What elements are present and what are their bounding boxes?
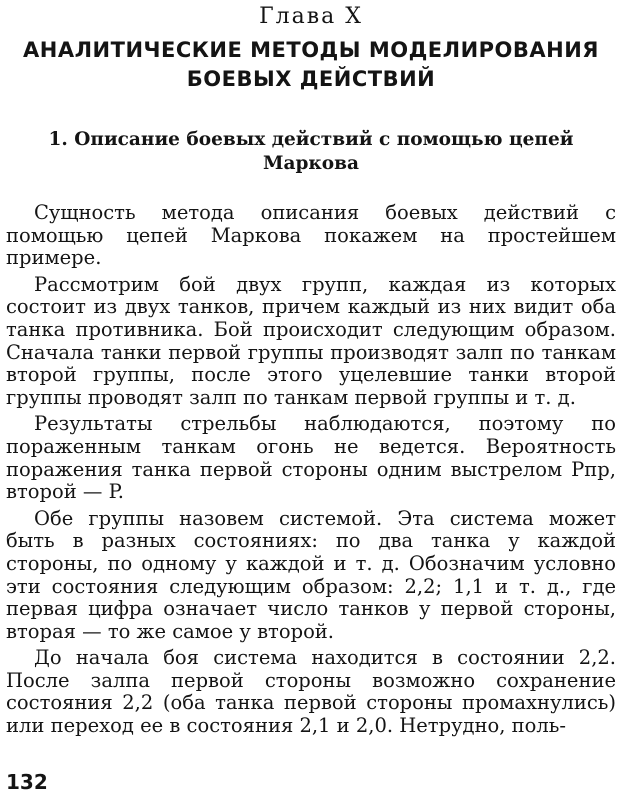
section-title — [6, 128, 616, 176]
paragraph-5: До начала боя система находится в состоянии 2,2. После залпа первой стороны возможно сохранение состояния 2,2 (оба танка первой стороны промахнулись) или переход ее в состояния 2,1 и 2,0. Нетрудно, поль- — [6, 646, 616, 738]
body-text — [6, 202, 616, 738]
paragraph-3: Результаты стрельбы наблюдаются, поэтому по пораженным танкам огонь не ведется. Вероятность поражения танка первой стороны одним выстрелом Pпр, второй — P. — [6, 412, 616, 504]
chapter-title-line-2: БОЕВЫХ ДЕЙСТВИЙ — [186, 67, 436, 91]
section-title-line-1: 1. Описание боевых действий с помощью цепей — [48, 129, 574, 150]
paragraph-1: Сущность метода описания боевых действий с помощью цепей Маркова покажем на простейшем примере. — [6, 201, 616, 270]
chapter-title — [6, 36, 616, 94]
chapter-title-line-1: АНАЛИТИЧЕСКИЕ МЕТОДЫ МОДЕЛИРОВАНИЯ — [23, 38, 599, 62]
chapter-label: Глава X — [259, 4, 363, 29]
paragraph-2: Рассмотрим бой двух групп, каждая из которых состоит из двух танков, причем каждый из них видит оба танка противника. Бой происходит следующим образом. Сначала танки первой группы производят залп по танкам второй группы, после этого уцелевшие танки второй группы проводят залп по танкам первой группы и т. д. — [6, 272, 616, 409]
page-number: 132 — [6, 770, 48, 794]
paragraph-4: Обе группы назовем системой. Эта система может быть в разных состояниях: по два танка у каждой стороны, по одному у каждой и т. д. Обозначим условно эти состояния следующим образом: 2,2; 1,1 и т. д., где первая цифра означает число танков у первой стороны, вторая — то же самое у второй. — [6, 506, 616, 643]
section-title-line-2: Маркова — [263, 153, 359, 174]
